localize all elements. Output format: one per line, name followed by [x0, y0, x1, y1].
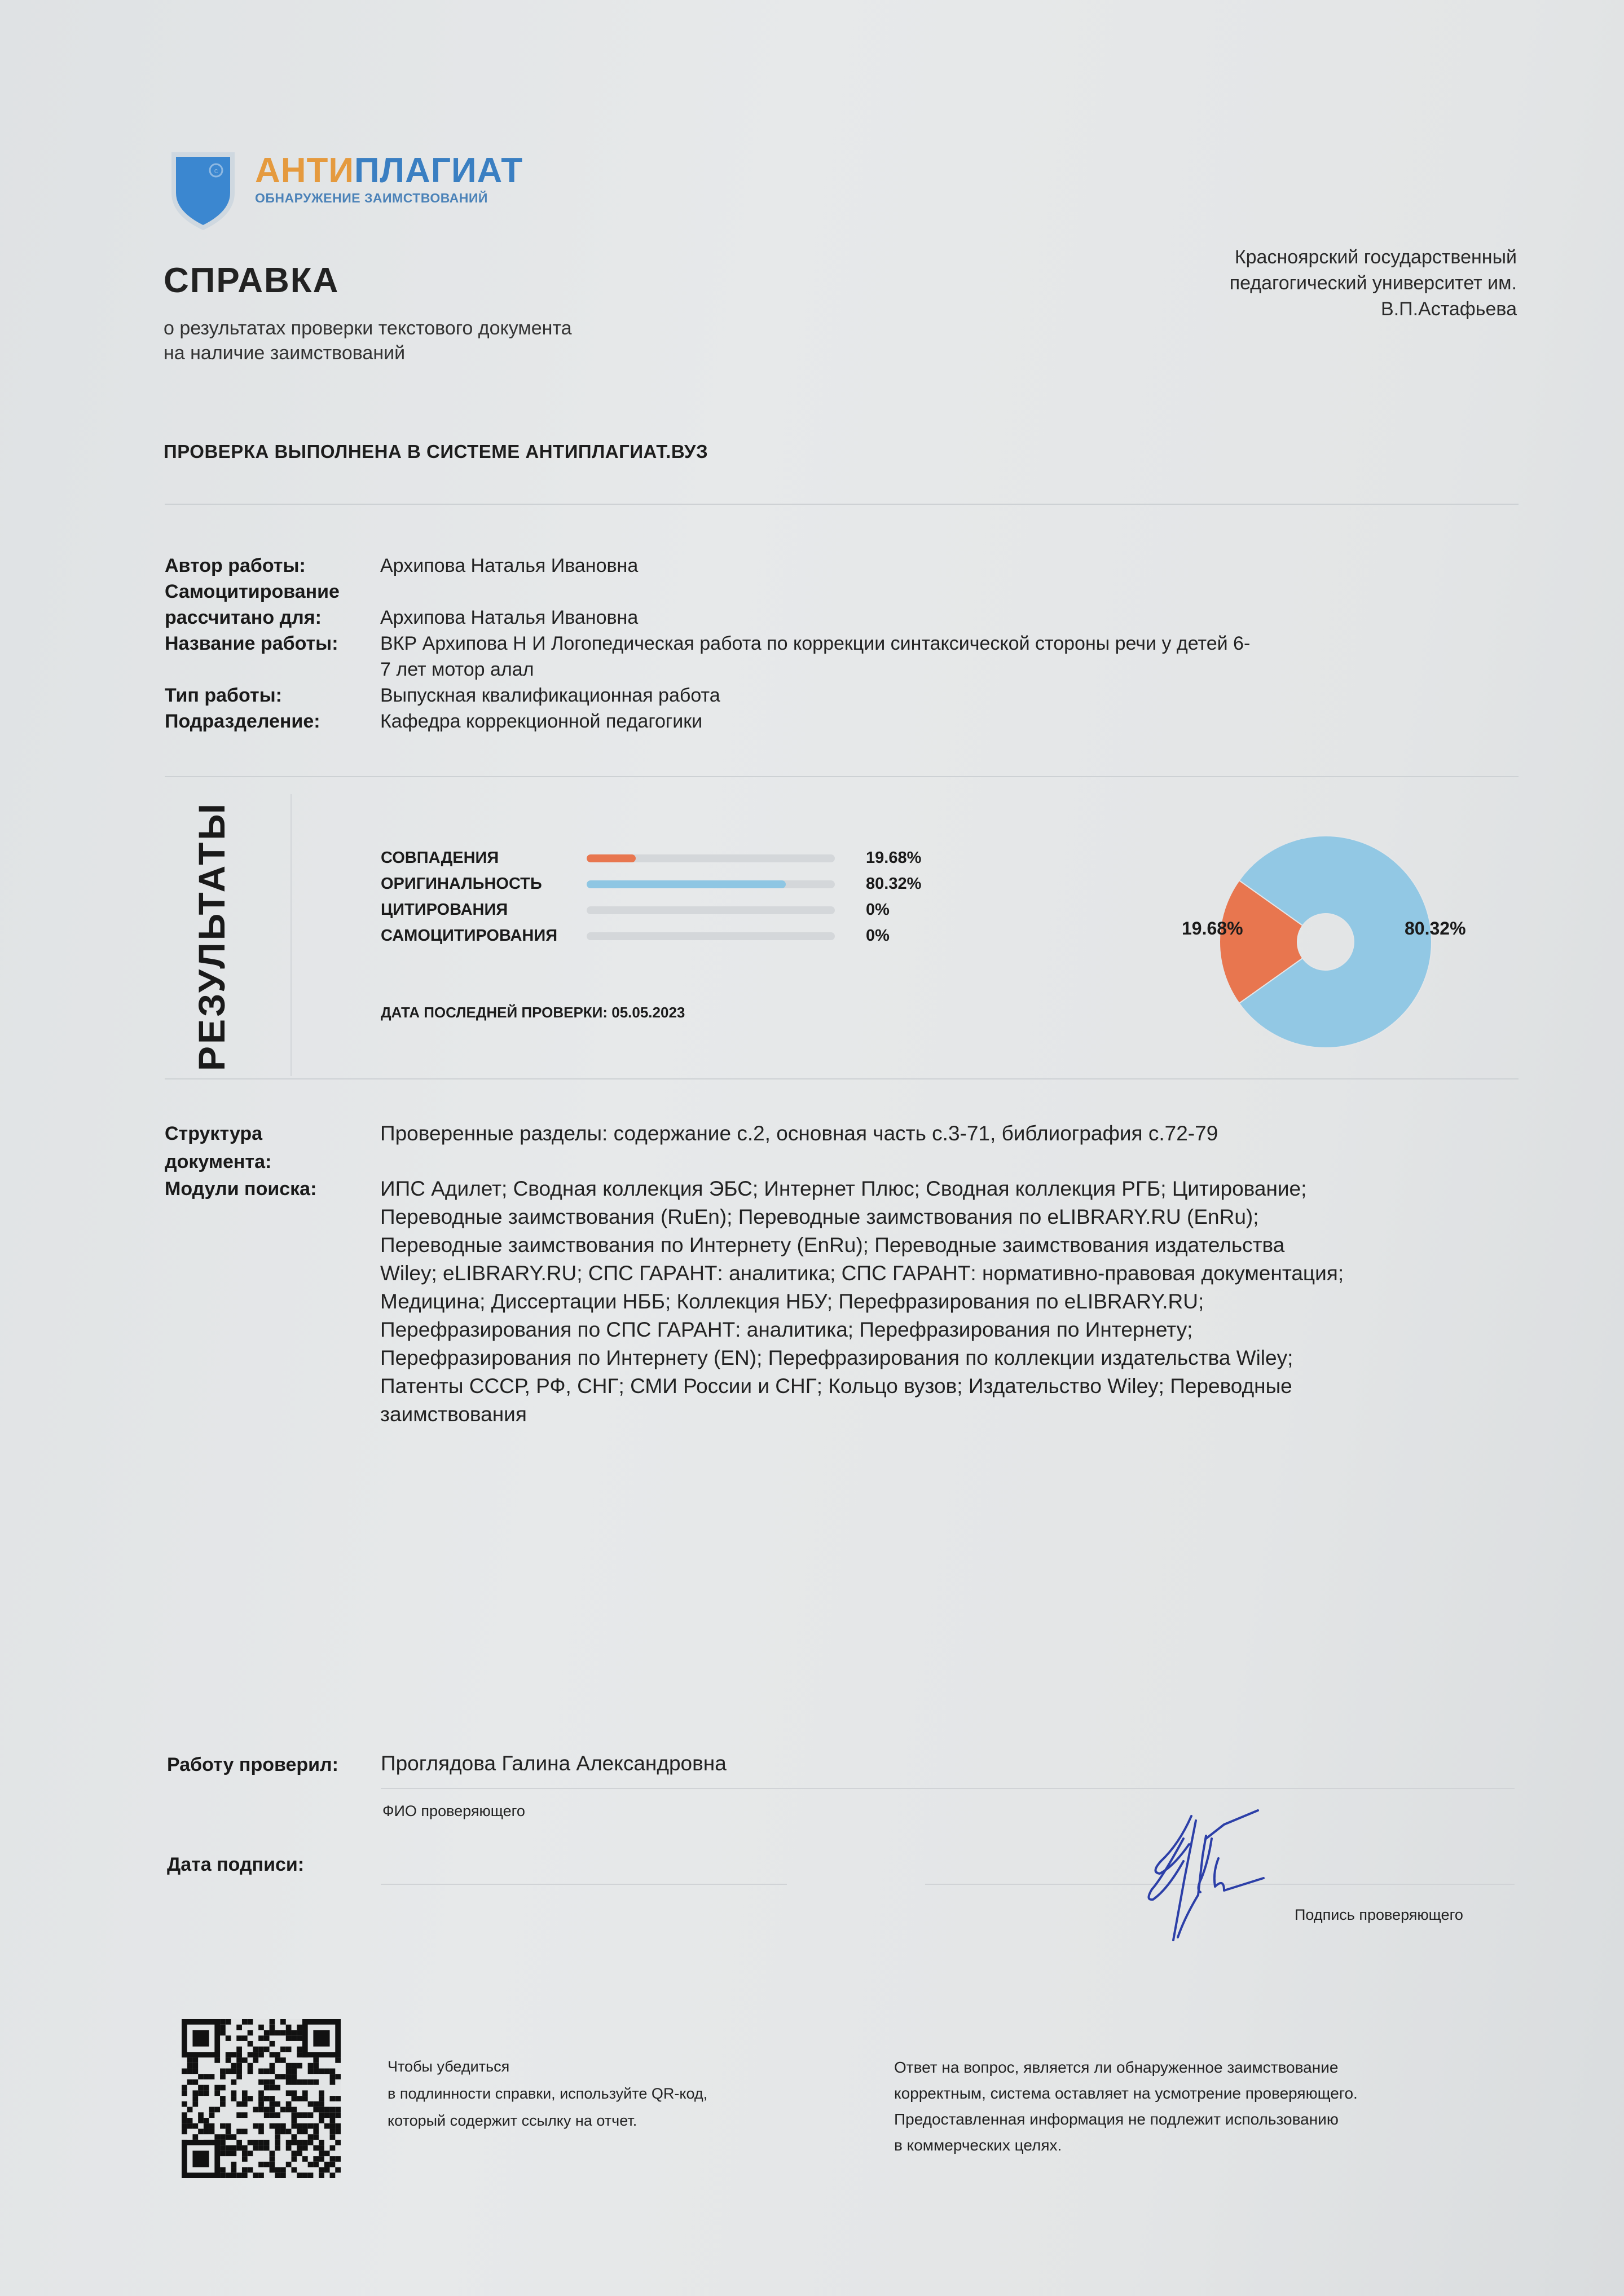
handwritten-signature-icon — [1139, 1793, 1286, 1951]
bar-track — [587, 906, 835, 914]
logo-wordmark-plagiat: ПЛАГИАТ — [354, 151, 523, 190]
reviewer-caption: ФИО проверяющего — [382, 1803, 525, 1819]
last-check-date: ДАТА ПОСЛЕДНЕЙ ПРОВЕРКИ: 05.05.2023 — [381, 1004, 685, 1021]
module-line: Wiley; eLIBRARY.RU; СПС ГАРАНТ: аналитика; СПС ГАРАНТ: нормативно-правовая документация; — [380, 1262, 1344, 1285]
result-bar-row — [381, 875, 945, 897]
results-bottom-border — [165, 1078, 1519, 1079]
work-type-value: Выпускная квалификационная работа — [380, 685, 720, 706]
module-line: заимствования — [380, 1403, 527, 1426]
structure-value: Проверенные разделы: содержание с.2, основная часть с.3-71, библиография с.72-79 — [380, 1122, 1218, 1145]
logo-wordmark — [255, 153, 523, 188]
structure-row — [165, 1120, 1519, 1176]
info-row-type — [165, 682, 1519, 708]
info-row-title — [165, 631, 1519, 682]
result-bar-row — [381, 927, 945, 949]
bar-track — [587, 932, 835, 940]
disclaimer-line: Ответ на вопрос, является ли обнаруженное заимствование — [894, 2059, 1339, 2076]
sign-date-line — [381, 1884, 787, 1885]
qr-instructions-line: Чтобы убедиться — [388, 2058, 510, 2075]
bar-track — [587, 854, 835, 862]
selfcite-value-text: Архипова Наталья Ивановна — [380, 607, 639, 628]
svg-text:c: c — [214, 166, 218, 175]
reviewer-label: Работу проверил: — [167, 1754, 338, 1775]
bar-label: ОРИГИНАЛЬНОСТЬ — [381, 875, 542, 893]
selfcite-label-line: рассчитано для: — [165, 607, 322, 628]
subtitle-line: на наличие заимствований — [164, 342, 406, 364]
bar-value: 80.32% — [866, 875, 922, 893]
author-label: Автор работы: — [165, 555, 306, 576]
author-value: Архипова Наталья Ивановна — [380, 555, 639, 576]
system-statement: ПРОВЕРКА ВЫПОЛНЕНА В СИСТЕМЕ АНТИПЛАГИАТ.ВУЗ — [164, 441, 708, 462]
disclaimer-line: Предоставленная информация не подлежит использованию — [894, 2110, 1339, 2128]
disclaimer-line: корректным, система оставляет на усмотрение проверяющего. — [894, 2085, 1358, 2102]
qr-instructions-line: который содержит ссылку на отчет. — [388, 2112, 637, 2129]
module-line: ИПС Адилет; Сводная коллекция ЭБС; Интернет Плюс; Сводная коллекция РГБ; Цитирование; — [380, 1177, 1307, 1200]
subtitle-line: о результатах проверки текстового документа — [164, 318, 572, 339]
department-value: Кафедра коррекционной педагогики — [380, 711, 703, 732]
disclaimer — [894, 2055, 1515, 2158]
disclaimer-line: в коммерческих целях. — [894, 2136, 1062, 2154]
structure-and-modules — [165, 1120, 1519, 1429]
module-line: Переводные заимствования (RuEn); Переводные заимствования по eLIBRARY.RU (EnRu); — [380, 1205, 1259, 1228]
work-title-line: 7 лет мотор алал — [380, 659, 534, 680]
bar-value: 19.68% — [866, 849, 922, 867]
result-bar-row — [381, 901, 945, 923]
structure-label-line: Структура — [165, 1123, 263, 1144]
pie-label-matches: 19.68% — [1182, 918, 1243, 938]
logo-tagline: ОБНАРУЖЕНИЕ ЗАИМСТВОВАНИЙ — [255, 191, 488, 205]
modules-label: Модули поиска: — [165, 1178, 317, 1200]
bar-value: 0% — [866, 927, 890, 945]
antiplagiat-shield-logo-icon — [169, 148, 237, 232]
work-title-line: ВКР Архипова Н И Логопедическая работа по коррекции синтаксической стороны речи у детей 6- — [380, 633, 1251, 654]
results-donut-chart — [1218, 835, 1433, 1049]
info-row-selfcite — [165, 579, 1519, 631]
modules-list — [380, 1175, 1519, 1429]
module-line: Перефразирования по СПС ГАРАНТ: аналитика; Перефразирования по Интернету; — [380, 1318, 1193, 1341]
module-line: Переводные заимствования по Интернету (EnRu); Переводные заимствования издательства — [380, 1233, 1285, 1257]
bar-label: САМОЦИТИРОВАНИЯ — [381, 927, 558, 945]
selfcite-value — [380, 579, 1519, 631]
bar-fill — [587, 854, 636, 862]
selfcite-label — [165, 579, 380, 631]
results-section-label-text: РЕЗУЛЬТАТЫ — [191, 801, 232, 1071]
work-title-label: Название работы: — [165, 633, 338, 654]
module-line: Перефразирования по Интернету (EN); Перефразирования по коллекции издательства Wiley; — [380, 1346, 1293, 1369]
work-title-value — [380, 631, 1519, 682]
document-title: СПРАВКА — [164, 261, 340, 300]
organization-line: В.П.Астафьева — [1381, 298, 1517, 320]
results-divider — [291, 794, 292, 1076]
department-label: Подразделение: — [165, 711, 320, 732]
document-info — [165, 553, 1519, 734]
info-row-author — [165, 553, 1519, 579]
organization-name — [1066, 244, 1517, 322]
organization-line: Красноярский государственный — [1234, 246, 1517, 268]
module-line: Патенты СССР, РФ, СНГ; СМИ России и СНГ; Кольцо вузов; Издательство Wiley; Переводные — [380, 1374, 1292, 1398]
signature-caption: Подпись проверяющего — [1295, 1906, 1463, 1923]
document-subtitle — [164, 316, 728, 365]
selfcite-label-line: Самоцитирование — [165, 581, 340, 602]
results-top-border — [165, 776, 1519, 777]
result-bar-row — [381, 849, 945, 871]
organization-line: педагогический университет им. — [1229, 272, 1517, 294]
bar-label: ЦИТИРОВАНИЯ — [381, 901, 508, 919]
structure-label-line: документа: — [165, 1151, 272, 1173]
sign-date-label: Дата подписи: — [167, 1854, 305, 1875]
logo-wordmark-anti: АНТИ — [255, 151, 354, 190]
bar-label: СОВПАДЕНИЯ — [381, 849, 499, 867]
work-type-label: Тип работы: — [165, 685, 282, 706]
structure-label — [165, 1120, 380, 1176]
reviewer-line — [381, 1788, 1515, 1789]
qr-instructions — [388, 2053, 839, 2134]
results-section-label — [175, 801, 248, 1071]
bar-fill — [587, 880, 786, 888]
bar-value: 0% — [866, 901, 890, 919]
modules-row — [165, 1175, 1519, 1429]
qr-code-icon[interactable] — [182, 2019, 341, 2178]
reviewer-name: Проглядова Галина Александровна — [381, 1752, 727, 1775]
module-line: Медицина; Диссертации НББ; Коллекция НБУ; Перефразирования по eLIBRARY.RU; — [380, 1290, 1204, 1313]
info-row-department — [165, 708, 1519, 734]
bar-track — [587, 880, 835, 888]
qr-instructions-line: в подлинности справки, используйте QR-код, — [388, 2085, 708, 2102]
pie-label-originality: 80.32% — [1405, 918, 1466, 938]
divider — [165, 504, 1519, 505]
